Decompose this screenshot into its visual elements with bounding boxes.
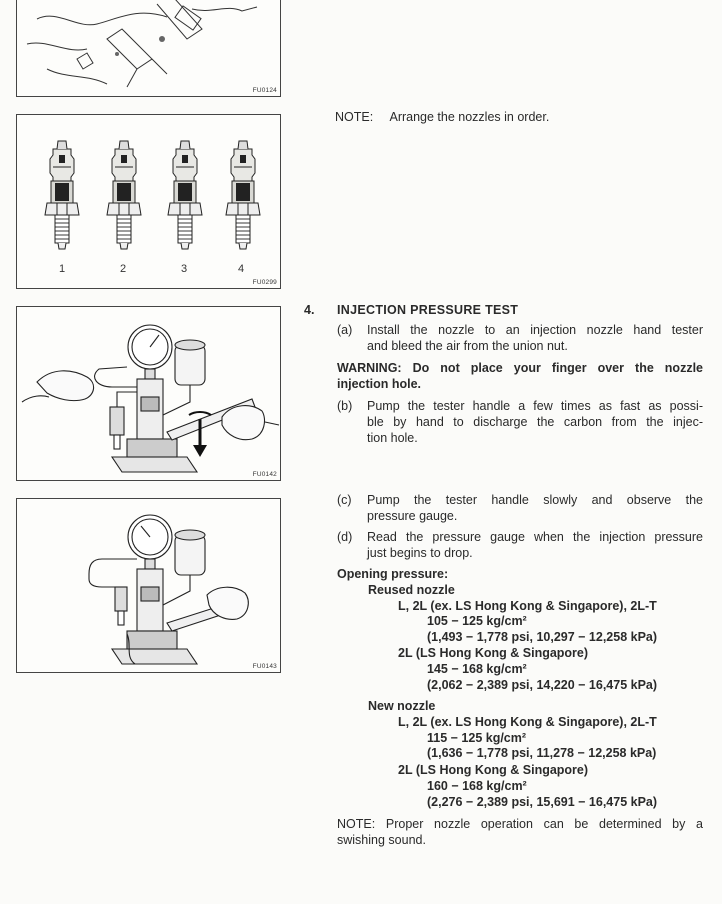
figure-code: FU0142 [252,471,277,478]
step-d-line2: just begins to drop. [367,546,473,560]
reused-conv1: (1,493 − 1,778 psi, 10,297 − 12,258 kPa) [427,630,658,644]
step-a-line2: and bleed the air from the union nut. [367,339,568,353]
spec-heading: Opening pressure: [337,567,449,581]
reused-model1: L, 2L (ex. LS Hong Kong & Singapore), 2L-T [398,599,657,613]
figure-tester-slow-pump [16,498,281,673]
step-d-marker: (d) [337,530,353,544]
reused-conv2: (2,062 − 2,389 psi, 14,220 − 16,475 kPa) [427,678,658,692]
note-bottom-line1 [337,817,703,831]
new-model1: L, 2L (ex. LS Hong Kong & Singapore), 2L-T [398,715,657,729]
warning-label: WARNING: [337,361,402,375]
nozzle-label-1: 1 [59,263,66,275]
figure-code: FU0143 [252,663,277,670]
new-value2: 160 − 168 kg/cm² [427,779,527,793]
step-b-line2: ble by hand to discharge the carbon from the injec- [367,415,703,429]
new-value1: 115 − 125 kg/cm² [427,731,527,745]
step-b-line1: Pump the tester handle a few times as fast as possi- [367,399,703,413]
step-a-marker: (a) [337,323,353,337]
warning-text: Do not place your finger over the nozzle [412,361,703,375]
reused-model2: 2L (LS Hong Kong & Singapore) [398,646,589,660]
nozzle-removal-illustration [17,0,280,96]
section-title: INJECTION PRESSURE TEST [337,303,519,317]
nozzle-label-2: 2 [120,263,127,275]
step-b-marker: (b) [337,399,353,413]
step-c-line1: Pump the tester handle slowly and observe the [367,493,703,507]
step-c-line2: pressure gauge. [367,509,458,523]
reused-value2: 145 − 168 kg/cm² [427,662,527,676]
note-bottom-text: Proper nozzle operation can be determined by a [385,817,703,831]
figure-nozzle-removal [16,0,281,97]
nozzle-label-4: 4 [238,263,245,275]
figure-code: FU0124 [252,87,277,94]
hand-tester-illustration-1 [17,307,280,480]
step-c-marker: (c) [337,493,352,507]
note-bottom-line2: swishing sound. [337,833,426,847]
reused-value1: 105 − 125 kg/cm² [427,614,527,628]
warning-line1 [337,361,703,375]
step-a-line1: Install the nozzle to an injection nozzle hand tester [367,323,703,337]
figure-tester-fast-pump [16,306,281,481]
figure-nozzles-in-order [16,114,281,289]
new-conv1: (1,636 − 1,778 psi, 11,278 − 12,258 kPa) [427,746,657,760]
note-label: NOTE: [335,110,374,124]
section-number: 4. [304,303,315,317]
figure-code: FU0299 [252,279,277,286]
note-bottom-label: NOTE: [337,817,376,831]
note-top [335,110,549,124]
step-b-line3: tion hole. [367,431,418,445]
new-nozzle-label: New nozzle [368,699,436,713]
hand-tester-illustration-2 [17,499,280,672]
new-conv2: (2,276 − 2,389 psi, 15,691 − 16,475 kPa) [427,795,658,809]
reused-nozzle-label: Reused nozzle [368,583,455,597]
step-d-line1: Read the pressure gauge when the injection pressure [367,530,703,544]
warning-line2: injection hole. [337,377,422,391]
new-model2: 2L (LS Hong Kong & Singapore) [398,763,589,777]
note-text: Arrange the nozzles in order. [389,110,550,124]
nozzle-label-3: 3 [181,263,188,275]
